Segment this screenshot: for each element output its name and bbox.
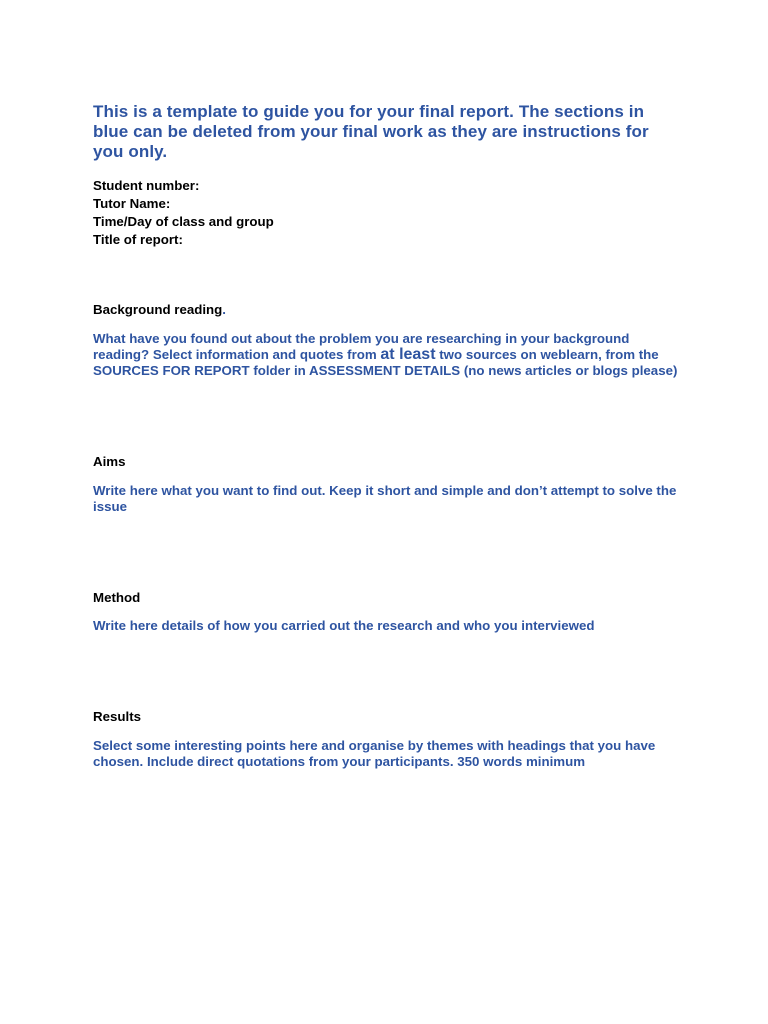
background-instruction-start: What have you found out about the problem you are researching in your background reading? Select information and quotes from bbox=[93, 331, 630, 362]
background-instruction-emphasis: at least bbox=[380, 346, 436, 363]
background-reading-instruction[interactable] bbox=[93, 331, 683, 379]
student-number-field[interactable]: Student number: bbox=[93, 178, 200, 193]
student-details bbox=[93, 177, 683, 249]
method-heading[interactable]: Method bbox=[93, 590, 141, 605]
background-reading-heading-dot: . bbox=[222, 302, 226, 317]
document-body bbox=[93, 102, 683, 770]
background-reading-heading-text: Background reading bbox=[93, 302, 223, 317]
results-instruction[interactable]: Select some interesting points here and organise by themes with headings that you have chosen. Include direct quotations from your participants. 350 words minimum bbox=[93, 738, 656, 769]
aims-instruction[interactable]: Write here what you want to find out. Keep it short and simple and don’t attempt to solve the issue bbox=[93, 483, 677, 514]
results-heading[interactable]: Results bbox=[93, 709, 142, 724]
template-intro[interactable]: This is a template to guide you for your final report. The sections in blue can be deleted from your final work as they are instructions for you only. bbox=[93, 102, 649, 161]
class-time-group-field[interactable]: Time/Day of class and group bbox=[93, 214, 274, 229]
report-title-field[interactable]: Title of report: bbox=[93, 232, 183, 247]
method-instruction[interactable]: Write here details of how you carried out the research and who you interviewed bbox=[93, 618, 595, 633]
background-reading-heading[interactable] bbox=[93, 301, 683, 319]
aims-heading[interactable]: Aims bbox=[93, 454, 126, 469]
background-instruction-end: two sources on weblearn, from the SOURCES FOR REPORT folder in ASSESSMENT DETAILS (no news articles or blogs please) bbox=[93, 347, 678, 378]
tutor-name-field[interactable]: Tutor Name: bbox=[93, 196, 171, 211]
